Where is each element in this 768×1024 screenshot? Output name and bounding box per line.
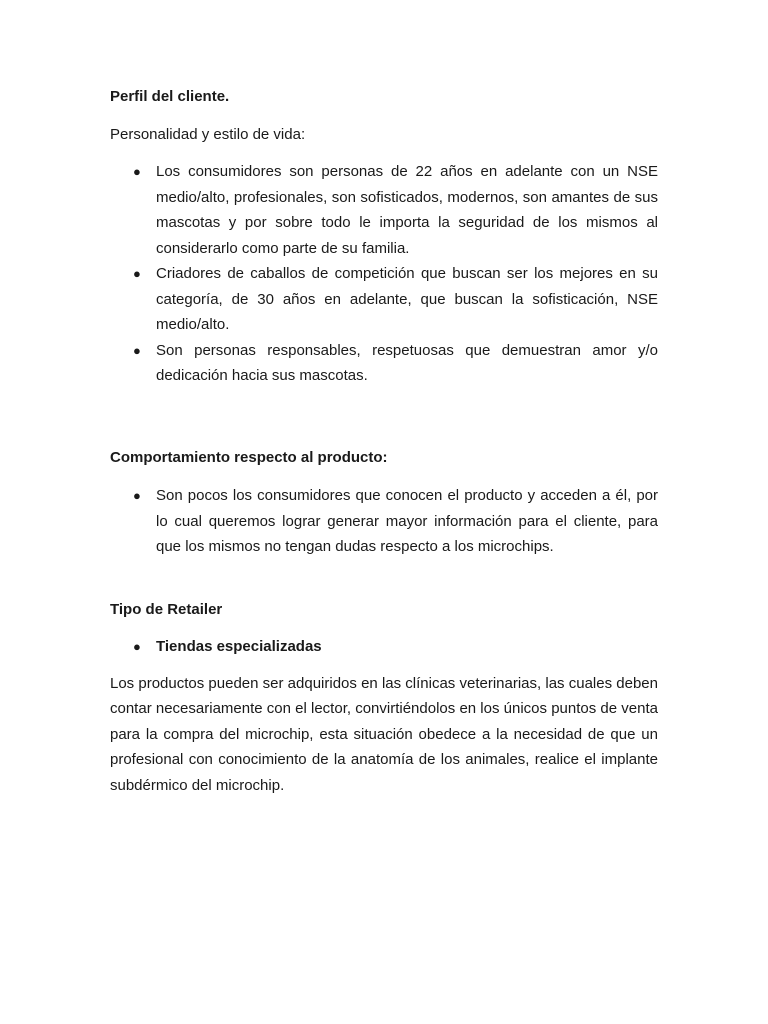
- bullet-icon: ●: [133, 266, 141, 281]
- comportamiento-bullet-list: [110, 483, 658, 560]
- bullet-icon: ●: [133, 488, 141, 503]
- retailer-bullet-list: [110, 634, 658, 660]
- list-item: [133, 338, 658, 389]
- list-item: [133, 159, 658, 261]
- section-heading-comportamiento: Comportamiento respecto al producto:: [110, 448, 388, 466]
- subheading-personalidad: Personalidad y estilo de vida:: [110, 125, 306, 143]
- list-item-text: Son pocos los consumidores que conocen el producto y acceden a él, por lo cual queremos lograr generar mayor información para el cliente, para que los mismos no tengan dudas respecto a los microchips.: [156, 487, 658, 555]
- bullet-icon: ●: [133, 164, 141, 179]
- list-item: [133, 483, 658, 560]
- bullet-icon: ●: [133, 342, 141, 358]
- section-heading-retailer: Tipo de Retailer: [110, 600, 223, 618]
- list-item-text: Los consumidores son personas de 22 años en adelante con un NSE medio/alto, profesionales, son sofisticados, modernos, son amantes de sus mascotas y por sobre todo le importa la seguridad de los mismos al considerarlo como parte de su familia.: [156, 163, 658, 257]
- retailer-paragraph: Los productos pueden ser adquiridos en las clínicas veterinarias, las cuales deben contar necesariamente con el lector, convirtiéndolos en los únicos puntos de venta para la compra del microchip, esta situación obedece a la necesidad de que un profesional con conocimiento de la anatomía de los animales, realice el implante subdérmico del microchip.: [110, 674, 658, 794]
- perfil-bullet-list: [110, 159, 658, 389]
- list-item-text: Tiendas especializadas: [156, 638, 322, 655]
- list-item: [133, 261, 658, 338]
- bullet-icon: ●: [133, 639, 141, 654]
- document-body: [110, 84, 658, 798]
- section-heading-perfil: Perfil del cliente.: [110, 88, 230, 105]
- list-item-text: Criadores de caballos de competición que buscan ser los mejores en su categoría, de 30 años en adelante, que buscan la sofisticación, NSE medio/alto.: [156, 265, 658, 333]
- list-item: [133, 634, 658, 660]
- list-item-text: Son personas responsables, respetuosas que demuestran amor y/o dedicación hacia sus mascotas.: [156, 341, 658, 384]
